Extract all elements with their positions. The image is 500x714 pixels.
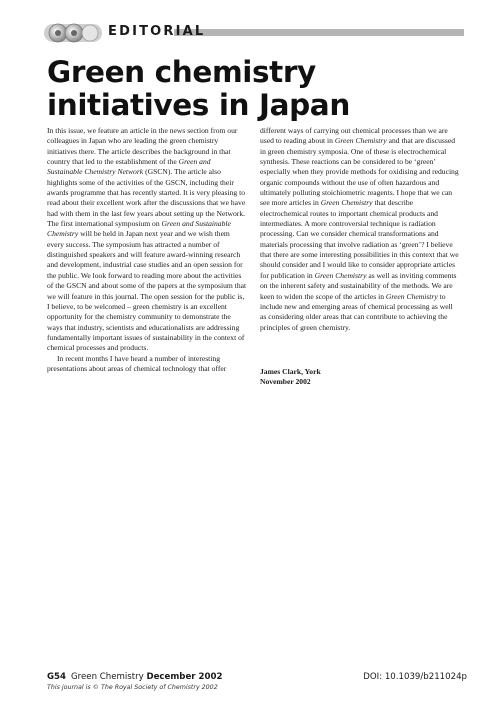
- left-column: [47, 126, 247, 374]
- page-footer: [47, 672, 467, 702]
- section-label: EDITORIAL: [108, 24, 206, 39]
- flask-molecule-logo-icon: [44, 22, 102, 44]
- paragraph: different ways of carrying out chemical processes than we are used to reading about in Green Chemistry and that are discussed in green chemistry symposia. One of these is electrochemical synthesis. These reactions can be considered to be ‘green’ especially when they provide methods for oxidising and reducing organic compounds without the use of often hazardous and ultimately polluting stoichiometric reagents. I hope that we can see more articles in Green Chemistry that describe electrochemical routes to important chemical products and intermediates. A more controversial technique is radiation processing. Can we consider chemical transformations and materials processing that involve radiation as ‘green’? I believe that there are some interesting possibilities in this context that we should consider and I would like to consider appropriate articles for publication in Green Chemistry as well as inviting comments on the inherent safety and sustainability of the methods. We are keen to widen the scope of the articles in Green Chemistry to include new and emerging areas of chemical processing as well as considering older areas that can contribute to achieving the principles of green chemistry.: [260, 126, 459, 332]
- section-header: [44, 22, 464, 42]
- signature-date: November 2002: [260, 377, 311, 387]
- paragraph: In this issue, we feature an article in the news section from our colleagues in Japan who are leading the green chemistry initiatives there. The article describes the background in that country that led to the establishment of the Green and Sustainable Chemistry Network (GSCN). The article also highlights some of the activities of the GSCN, including their awards programme that has recently started. It is very pleasing to read about their excellent work after the discussions that we have had with them in the last few years about setting up the Network. The first international symposium on Green and Sustainable Chemistry will be held in Japan next year and we wish them every success. The symposium has attracted a number of distinguished speakers and will feature award-winning research and development, industrial case studies and an open session for the public. We look forward to reading more about the activities of the GSCN and about some of the papers at the symposium that we will feature in this journal. The open session for the public is, I believe, to be welcomed – green chemistry is an excellent opportunity for the chemistry community to demonstrate the ways that industry, scientists and educationalists are addressing fundamentally important issues of sustainability in the context of chemical processes and products.: [47, 126, 247, 353]
- issue-date: December 2002: [146, 672, 223, 682]
- header-rule: [174, 29, 464, 36]
- copyright-notice: This journal is © The Royal Society of Chemistry 2002: [47, 684, 218, 691]
- paragraph: In recent months I have heard a number of interesting presentations about areas of chemical technology that offer: [47, 353, 227, 373]
- doi: DOI: 10.1039/b211024p: [363, 672, 467, 682]
- footer-citation: [47, 672, 222, 682]
- author-signature: [260, 367, 460, 388]
- page-number: G54: [47, 672, 67, 682]
- journal-name: Green Chemistry: [71, 672, 144, 682]
- article-title: Green chemistry initiatives in Japan: [47, 55, 350, 122]
- right-column: [260, 126, 460, 388]
- author-name: James Clark, York: [260, 366, 321, 376]
